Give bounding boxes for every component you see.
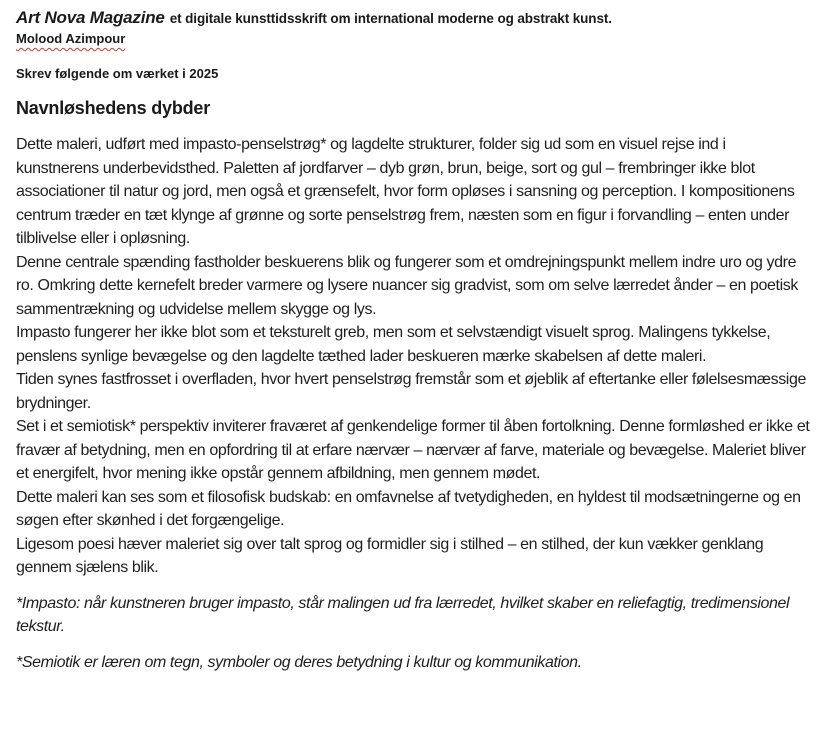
- article-body: [16, 133, 812, 674]
- paragraph: Dette maleri, udført med impasto-penselstrøg* og lagdelte strukturer, folder sig ud som en visuel rejse ind i kunstnerens underbevidsthed. Paletten af jordfarver – dyb grøn, brun, beige, sort og gul – frembringer ikke blot associationer til natur og jord, men også et grænsefelt, hvor form opløses i sansning og perception. I kompositionens centrum træder en tæt klynge af grønne og sorte penselstrøg frem, næsten som en figur i forvandling – enten under tilblivelse eller i opløsning.: [16, 136, 795, 247]
- masthead: [16, 8, 812, 29]
- byline-note: Skrev følgende om værket i 2025: [16, 66, 219, 81]
- paragraph: Denne centrale spænding fastholder beskuerens blik og fungerer som et omdrejningspunkt mellem indre uro og ydre ro. Omkring dette kernefelt breder varmere og lysere nuancer sig gradvist, som om selve lærredet ånder – en poetisk sammentrækning og udvidelse mellem skygge og lys.: [16, 253, 798, 318]
- paragraph: Tiden synes fastfrosset i overfladen, hvor hvert penselstrøg fremstår som et øjeblik af eftertanke eller følelsesmæssige brydninger.: [16, 371, 806, 412]
- article-title: Navnløshedens dybder: [16, 98, 211, 118]
- author-name[interactable]: Molood Azimpour: [16, 31, 126, 46]
- magazine-tagline: et digitale kunsttidsskrift om international moderne og abstrakt kunst.: [169, 11, 612, 26]
- footnote-semiotik: *Semiotik er læren om tegn, symboler og deres betydning i kultur og kommunikation.: [16, 653, 582, 671]
- paragraph: Dette maleri kan ses som et filosofisk budskab: en omfavnelse af tvetydigheden, en hyldest til modsætningerne og en søgen efter skønhed i det forgængelige.: [16, 488, 801, 529]
- magazine-title: Art Nova Magazine: [16, 8, 165, 27]
- paragraph: Set i et semiotisk* perspektiv inviterer fraværet af genkendelige former til åben fortolkning. Denne formløshed er ikke et fravær af betydning, men en opfordring til at erfare nærvær – nærvær af farve, materiale og bevægelse. Maleriet bliver et energifelt, hvor mening ikke opstår gennem afbildning, men gennem mødet.: [16, 418, 810, 482]
- author-line: [16, 29, 812, 48]
- paragraph: Impasto fungerer her ikke blot som et teksturelt greb, men som et selvstændigt visuelt sprog. Malingens tykkelse, penslens synlige bevægelse og den lagdelte tæthed lader beskueren mærke skabelsen af dette maleri.: [16, 324, 771, 365]
- paragraph: Ligesom poesi hæver maleriet sig over talt sprog og formidler sig i stilhed – en stilhed, der kun vækker genklang gennem sjælens blik.: [16, 535, 764, 576]
- footnote-impasto: *Impasto: når kunstneren bruger impasto, står malingen ud fra lærredet, hvilket skaber en reliefagtig, tredimensionel tekstur.: [16, 594, 790, 635]
